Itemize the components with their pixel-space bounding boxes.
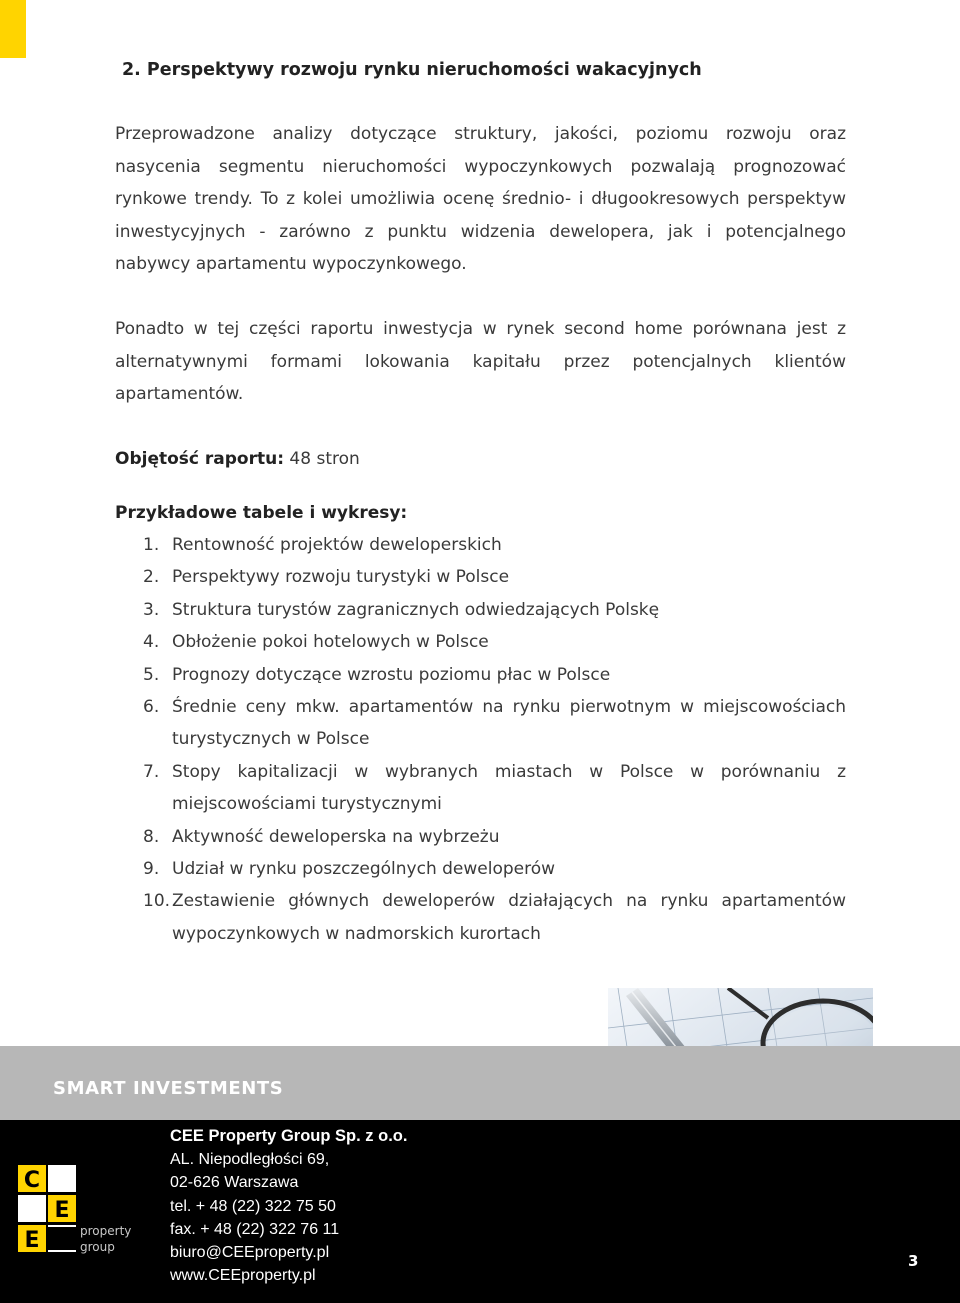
svg-text:group: group	[80, 1240, 115, 1254]
list-item	[143, 756, 846, 821]
list-item-number: 2.	[143, 567, 160, 588]
list-item	[143, 529, 846, 561]
list-item	[143, 691, 846, 756]
website-link[interactable]: www.CEEproperty.pl	[170, 1267, 316, 1285]
company-name: CEE Property Group Sp. z o.o.	[170, 1127, 408, 1145]
list-item-number: 10.	[143, 891, 171, 912]
list-item-text: Prognozy dotyczące wzrostu poziomu płac w Polsce	[172, 664, 611, 685]
page-number: 3	[908, 1252, 919, 1270]
list-item-number: 6.	[143, 697, 160, 718]
list-item-text: Rentowność projektów deweloperskich	[172, 535, 502, 555]
report-volume-label: Objętość raportu:	[115, 449, 285, 469]
yellow-corner-tab	[0, 0, 26, 58]
list-item-number: 3.	[143, 599, 160, 620]
list-item	[143, 626, 846, 658]
list-item-text: Obłożenie pokoi hotelowych w Polsce	[172, 632, 489, 653]
examples-list	[143, 529, 846, 950]
email-link[interactable]: biuro@CEEproperty.pl	[170, 1244, 330, 1262]
list-item-number: 5.	[143, 664, 160, 685]
address-line-1: AL. Niepodległości 69,	[170, 1151, 330, 1169]
svg-text:E: E	[54, 1198, 70, 1223]
list-item-text: Aktywność deweloperska na wybrzeżu	[172, 826, 500, 847]
svg-text:property: property	[80, 1224, 132, 1238]
cee-property-group-logo	[18, 1165, 138, 1255]
address-line-2: 02-626 Warszawa	[170, 1174, 299, 1192]
contact-block	[170, 1125, 407, 1287]
list-item-text: Stopy kapitalizacji w wybranych miastach w Polsce w porównaniu z miejscowościami turystycznymi	[172, 761, 846, 815]
list-item-number: 7.	[143, 761, 160, 782]
list-item-number: 9.	[143, 859, 160, 880]
list-item-text: Struktura turystów zagranicznych odwiedzających Polskę	[172, 599, 660, 620]
report-volume	[115, 444, 360, 474]
phone-number: tel. + 48 (22) 322 75 50	[170, 1197, 336, 1215]
report-volume-value: 48 stron	[289, 449, 360, 469]
examples-title: Przykładowe tabele i wykresy:	[115, 503, 408, 523]
list-item	[143, 821, 846, 853]
comparison-paragraph: Ponadto w tej części raportu inwestycja w rynek second home porównana jest z alternatywnymi formami lokowania kapitału przez potencjalnych klientów apartamentów.	[115, 319, 846, 404]
intro-paragraph: Przeprowadzone analizy dotyczące struktury, jakości, poziomu rozwoju oraz nasycenia segmentu nieruchomości wypoczynkowych pozwalają prognozować rynkowe trendy. To z kolei umożliwia ocenę średnio- i długookresowych perspektyw inwestycyjnych - zarówno z punktu widzenia dewelopera, jak i potencjalnego nabywcy apartamentu wypoczynkowego.	[115, 124, 846, 274]
list-item-text: Perspektywy rozwoju turystyki w Polsce	[172, 567, 510, 588]
svg-text:E: E	[24, 1228, 40, 1253]
list-item-text: Zestawienie głównych deweloperów działających na rynku apartamentów wypoczynkowych w nadmorskich kurortach	[172, 891, 846, 944]
list-item-number: 8.	[143, 826, 160, 847]
fax-number: fax. + 48 (22) 322 76 11	[170, 1220, 340, 1238]
list-item	[143, 853, 846, 885]
footer-bar	[0, 1120, 960, 1303]
list-item	[143, 594, 846, 626]
list-item-number: 4.	[143, 632, 160, 653]
list-item	[143, 561, 846, 593]
list-item-text: Średnie ceny mkw. apartamentów na rynku pierwotnym w miejscowościach turystycznych w Polsce	[172, 697, 846, 750]
section-heading: 2. Perspektywy rozwoju rynku nieruchomości wakacyjnych	[122, 60, 702, 80]
list-item	[143, 659, 846, 691]
list-item-text: Udział w rynku poszczególnych deweloperów	[172, 859, 556, 880]
list-item-number: 1.	[143, 535, 160, 555]
list-item	[143, 885, 846, 950]
brand-tagline: SMART INVESTMENTS	[53, 1078, 284, 1099]
svg-text:C: C	[23, 1168, 41, 1193]
